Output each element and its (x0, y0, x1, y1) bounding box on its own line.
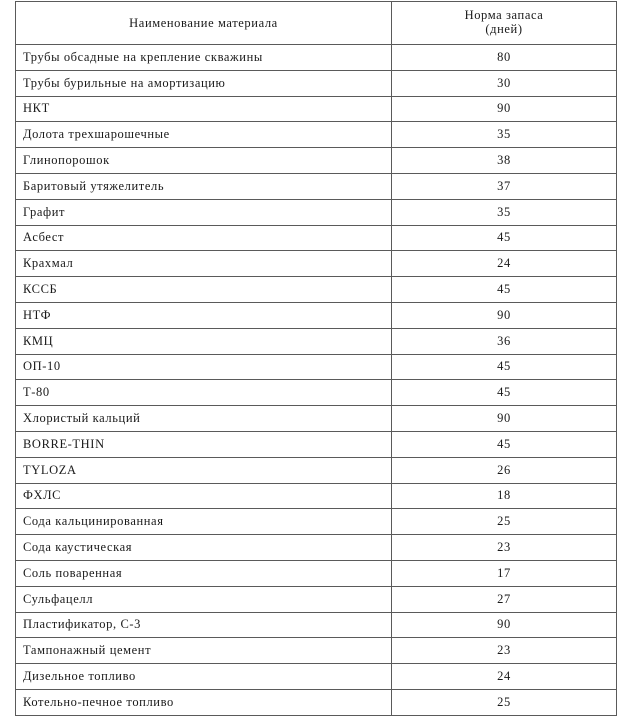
material-name-cell: Глинопорошок (16, 148, 392, 174)
stock-norm-days-cell: 45 (392, 354, 617, 380)
material-name-cell: Пластификатор, С-3 (16, 612, 392, 638)
material-name-cell: ФХЛС (16, 483, 392, 509)
stock-norm-days-cell: 45 (392, 277, 617, 303)
table-row (16, 509, 617, 535)
material-name-cell: Крахмал (16, 251, 392, 277)
material-name-cell: Графит (16, 199, 392, 225)
table-body (16, 45, 617, 716)
table-row (16, 96, 617, 122)
table-row (16, 70, 617, 96)
table-row (16, 431, 617, 457)
table-header-row (16, 2, 617, 45)
column-header-material-name: Наименование материала (16, 2, 392, 45)
table-row (16, 225, 617, 251)
stock-norm-days-cell: 26 (392, 457, 617, 483)
table-row (16, 302, 617, 328)
stock-norm-days-cell: 37 (392, 173, 617, 199)
material-name-cell: НТФ (16, 302, 392, 328)
stock-norm-days-cell: 24 (392, 251, 617, 277)
material-name-cell: Сульфацелл (16, 586, 392, 612)
stock-norm-days-cell: 90 (392, 612, 617, 638)
material-name-cell: ОП-10 (16, 354, 392, 380)
stock-norm-days-cell: 35 (392, 199, 617, 225)
table-row (16, 689, 617, 715)
table-row (16, 483, 617, 509)
stock-norm-days-cell: 25 (392, 689, 617, 715)
material-name-cell: КССБ (16, 277, 392, 303)
table-row (16, 664, 617, 690)
table-row (16, 406, 617, 432)
stock-norm-days-cell: 25 (392, 509, 617, 535)
material-name-cell: Дизельное топливо (16, 664, 392, 690)
material-name-cell: Котельно-печное топливо (16, 689, 392, 715)
table-row (16, 45, 617, 71)
stock-norm-days-cell: 45 (392, 431, 617, 457)
stock-norm-days-cell: 30 (392, 70, 617, 96)
material-name-cell: Сода каустическая (16, 535, 392, 561)
table-row (16, 638, 617, 664)
material-name-cell: Тампонажный цемент (16, 638, 392, 664)
column-header-stock-norm-unit: (дней) (485, 22, 523, 36)
material-name-cell: Баритовый утяжелитель (16, 173, 392, 199)
table-row (16, 277, 617, 303)
stock-norm-days-cell: 90 (392, 302, 617, 328)
material-name-cell: Сода кальцинированная (16, 509, 392, 535)
materials-table-container (15, 1, 616, 716)
stock-norm-days-cell: 24 (392, 664, 617, 690)
material-name-cell: Асбест (16, 225, 392, 251)
stock-norm-days-cell: 23 (392, 638, 617, 664)
material-name-cell: Соль поваренная (16, 560, 392, 586)
table-row (16, 380, 617, 406)
table-row (16, 535, 617, 561)
stock-norm-days-cell: 36 (392, 328, 617, 354)
stock-norm-days-cell: 80 (392, 45, 617, 71)
table-row (16, 251, 617, 277)
materials-stock-table (15, 1, 617, 716)
material-name-cell: Долота трехшарошечные (16, 122, 392, 148)
stock-norm-days-cell: 18 (392, 483, 617, 509)
table-row (16, 173, 617, 199)
table-row (16, 560, 617, 586)
material-name-cell: TYLOZA (16, 457, 392, 483)
material-name-cell: КМЦ (16, 328, 392, 354)
material-name-cell: Хлористый кальций (16, 406, 392, 432)
stock-norm-days-cell: 23 (392, 535, 617, 561)
table-row (16, 457, 617, 483)
stock-norm-days-cell: 38 (392, 148, 617, 174)
table-row (16, 612, 617, 638)
column-header-stock-norm (392, 2, 617, 45)
stock-norm-days-cell: 90 (392, 406, 617, 432)
material-name-cell: Трубы обсадные на крепление скважины (16, 45, 392, 71)
stock-norm-days-cell: 35 (392, 122, 617, 148)
table-row (16, 148, 617, 174)
material-name-cell: Трубы бурильные на амортизацию (16, 70, 392, 96)
material-name-cell: BORRE-THIN (16, 431, 392, 457)
table-row (16, 354, 617, 380)
table-row (16, 199, 617, 225)
table-row (16, 586, 617, 612)
stock-norm-days-cell: 17 (392, 560, 617, 586)
table-row (16, 328, 617, 354)
column-header-stock-norm-title: Норма запаса (464, 8, 544, 22)
stock-norm-days-cell: 45 (392, 225, 617, 251)
stock-norm-days-cell: 90 (392, 96, 617, 122)
table-row (16, 122, 617, 148)
material-name-cell: Т-80 (16, 380, 392, 406)
stock-norm-days-cell: 27 (392, 586, 617, 612)
stock-norm-days-cell: 45 (392, 380, 617, 406)
material-name-cell: НКТ (16, 96, 392, 122)
